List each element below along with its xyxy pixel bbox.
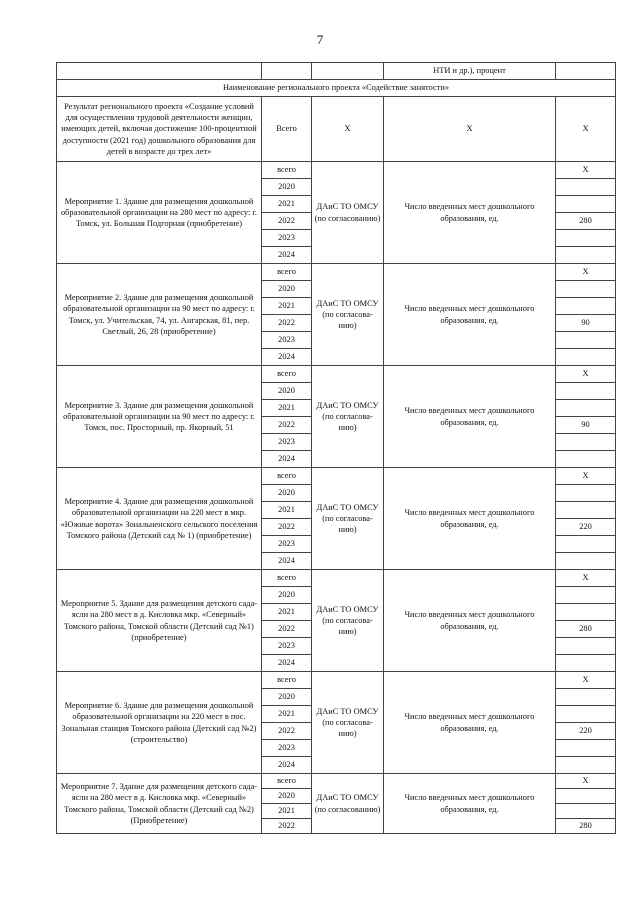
- measure-description: Мероприятие 3. Здание для размещения дошкольной образовательной организации на 90 мест по адресу: г. Томск, пос. Просторный, пр. Якорный, 51: [57, 366, 262, 468]
- measures-table: [56, 62, 616, 834]
- year-cell: всего: [262, 264, 312, 281]
- year-cell: 2021: [262, 706, 312, 723]
- measure-indicator: Число введенных мест дошкольного образования, ед.: [384, 468, 556, 570]
- year-cell: 2024: [262, 757, 312, 774]
- value-cell: Х: [556, 570, 616, 587]
- value-cell: [556, 196, 616, 213]
- value-cell: [556, 553, 616, 570]
- continuation-row: [57, 63, 616, 80]
- measure-row: [57, 264, 616, 281]
- value-cell: [556, 400, 616, 417]
- value-cell: 90: [556, 315, 616, 332]
- measure-executor: ДАиС ТО ОМСУ (по согласова- нию): [312, 672, 384, 774]
- indicator-tail: НТИ и др.), процент: [384, 63, 556, 80]
- year-cell: всего: [262, 774, 312, 789]
- measure-description: Мероприятие 4. Здание для размещения дошкольной образовательной организации на 220 мест в мкр. «Южные ворота» Зональненского сельского поселения Томского района (Детский сад № 1) (приобретение): [57, 468, 262, 570]
- value-cell: [556, 536, 616, 553]
- year-cell: 2021: [262, 804, 312, 819]
- value-cell: 220: [556, 723, 616, 740]
- value-cell: Х: [556, 264, 616, 281]
- measure-description: Мероприятие 5. Здание для размещения детского сада-ясли на 280 мест в д. Кисловка мкр. «Северный» Томского района, Томской области (Детский сад №1) (приобретение): [57, 570, 262, 672]
- value-cell: [556, 638, 616, 655]
- year-cell: всего: [262, 162, 312, 179]
- value-cell: [556, 604, 616, 621]
- year-cell: 2020: [262, 485, 312, 502]
- result-indicator: Х: [384, 97, 556, 162]
- result-executor: Х: [312, 97, 384, 162]
- measure-executor: ДАиС ТО ОМСУ (по согласова- нию): [312, 570, 384, 672]
- value-cell: [556, 451, 616, 468]
- year-cell: 2023: [262, 740, 312, 757]
- year-cell: 2020: [262, 689, 312, 706]
- value-cell: [556, 655, 616, 672]
- measure-executor: ДАиС ТО ОМСУ (по согласова- нию): [312, 264, 384, 366]
- year-cell: 2022: [262, 819, 312, 834]
- result-period: Всего: [262, 97, 312, 162]
- year-cell: 2022: [262, 621, 312, 638]
- value-cell: 280: [556, 819, 616, 834]
- year-cell: 2022: [262, 723, 312, 740]
- result-description: Результат регионального проекта «Создание условий для осуществления трудовой деятельности женщин, имеющих детей, включая достижение 100-процентной доступности (2021 год) дошкольного образования для детей в возрасте до трех лет»: [57, 97, 262, 162]
- measure-row: [57, 468, 616, 485]
- year-cell: 2023: [262, 434, 312, 451]
- value-cell: [556, 740, 616, 757]
- value-cell: Х: [556, 468, 616, 485]
- result-row: [57, 97, 616, 162]
- value-cell: Х: [556, 366, 616, 383]
- measure-indicator: Число введенных мест дошкольного образования, ед.: [384, 774, 556, 834]
- value-cell: [556, 230, 616, 247]
- year-cell: 2020: [262, 789, 312, 804]
- measure-indicator: Число введенных мест дошкольного образования, ед.: [384, 570, 556, 672]
- year-cell: всего: [262, 570, 312, 587]
- year-cell: 2023: [262, 332, 312, 349]
- measure-indicator: Число введенных мест дошкольного образования, ед.: [384, 162, 556, 264]
- value-cell: Х: [556, 162, 616, 179]
- value-cell: [556, 587, 616, 604]
- year-cell: 2023: [262, 536, 312, 553]
- value-cell: 280: [556, 213, 616, 230]
- measure-executor: ДАиС ТО ОМСУ (по согласова- нию): [312, 366, 384, 468]
- result-value: Х: [556, 97, 616, 162]
- value-cell: [556, 179, 616, 196]
- year-cell: 2024: [262, 349, 312, 366]
- year-cell: 2021: [262, 604, 312, 621]
- year-cell: 2024: [262, 451, 312, 468]
- measure-row: [57, 774, 616, 789]
- measure-description: Мероприятие 1. Здание для размещения дошкольной образовательной организации на 280 мест по адресу: г. Томск, ул. Большая Подгорная (приобретение): [57, 162, 262, 264]
- year-cell: 2023: [262, 638, 312, 655]
- value-cell: Х: [556, 774, 616, 789]
- measure-description: Мероприятие 2. Здание для размещения дошкольной образовательной организации на 90 мест по адресу: г. Томск, ул. Учительская, 74, ул. Ангарская, 81, пер. Светлый, 26, 28 (приобретение): [57, 264, 262, 366]
- year-cell: всего: [262, 672, 312, 689]
- measure-executor: ДАиС ТО ОМСУ (по согласованию): [312, 162, 384, 264]
- year-cell: 2022: [262, 213, 312, 230]
- measure-executor: ДАиС ТО ОМСУ (по согласова- нию): [312, 468, 384, 570]
- year-cell: 2020: [262, 179, 312, 196]
- year-cell: 2021: [262, 196, 312, 213]
- value-cell: [556, 434, 616, 451]
- value-cell: [556, 485, 616, 502]
- value-cell: [556, 281, 616, 298]
- year-cell: 2023: [262, 230, 312, 247]
- measure-executor: ДАиС ТО ОМСУ (по согласованию): [312, 774, 384, 834]
- value-cell: [556, 706, 616, 723]
- measure-row: [57, 366, 616, 383]
- section-header-row: [57, 80, 616, 97]
- page-number: 7: [316, 32, 324, 47]
- value-cell: 90: [556, 417, 616, 434]
- year-cell: 2020: [262, 383, 312, 400]
- value-cell: [556, 298, 616, 315]
- value-cell: 220: [556, 519, 616, 536]
- measure-indicator: Число введенных мест дошкольного образования, ед.: [384, 672, 556, 774]
- value-cell: [556, 789, 616, 804]
- value-cell: [556, 757, 616, 774]
- value-cell: [556, 383, 616, 400]
- measure-indicator: Число введенных мест дошкольного образования, ед.: [384, 366, 556, 468]
- value-cell: [556, 247, 616, 264]
- year-cell: 2020: [262, 281, 312, 298]
- year-cell: 2022: [262, 519, 312, 536]
- value-cell: [556, 349, 616, 366]
- year-cell: 2021: [262, 502, 312, 519]
- measure-row: [57, 162, 616, 179]
- value-cell: [556, 804, 616, 819]
- year-cell: 2022: [262, 417, 312, 434]
- year-cell: 2020: [262, 587, 312, 604]
- measure-indicator: Число введенных мест дошкольного образования, ед.: [384, 264, 556, 366]
- year-cell: всего: [262, 366, 312, 383]
- measure-description: Мероприятие 6. Здание для размещения дошкольной образовательной организации на 220 мест в пос. Зональная станция Томского района (Детский сад №2) (строительство): [57, 672, 262, 774]
- year-cell: 2022: [262, 315, 312, 332]
- value-cell: [556, 502, 616, 519]
- year-cell: 2021: [262, 400, 312, 417]
- year-cell: 2024: [262, 655, 312, 672]
- value-cell: [556, 689, 616, 706]
- measure-description: Мероприятие 7. Здание для размещения детского сада-ясли на 280 мест в д. Кисловка мкр. «Северный» Томского района, Томской области (Детский сад №2) (Приобретение): [57, 774, 262, 834]
- year-cell: 2024: [262, 553, 312, 570]
- value-cell: Х: [556, 672, 616, 689]
- section-title: Наименование регионального проекта «Содействие занятости»: [57, 80, 616, 97]
- value-cell: [556, 332, 616, 349]
- year-cell: всего: [262, 468, 312, 485]
- year-cell: 2024: [262, 247, 312, 264]
- value-cell: 280: [556, 621, 616, 638]
- year-cell: 2021: [262, 298, 312, 315]
- measure-row: [57, 570, 616, 587]
- measure-row: [57, 672, 616, 689]
